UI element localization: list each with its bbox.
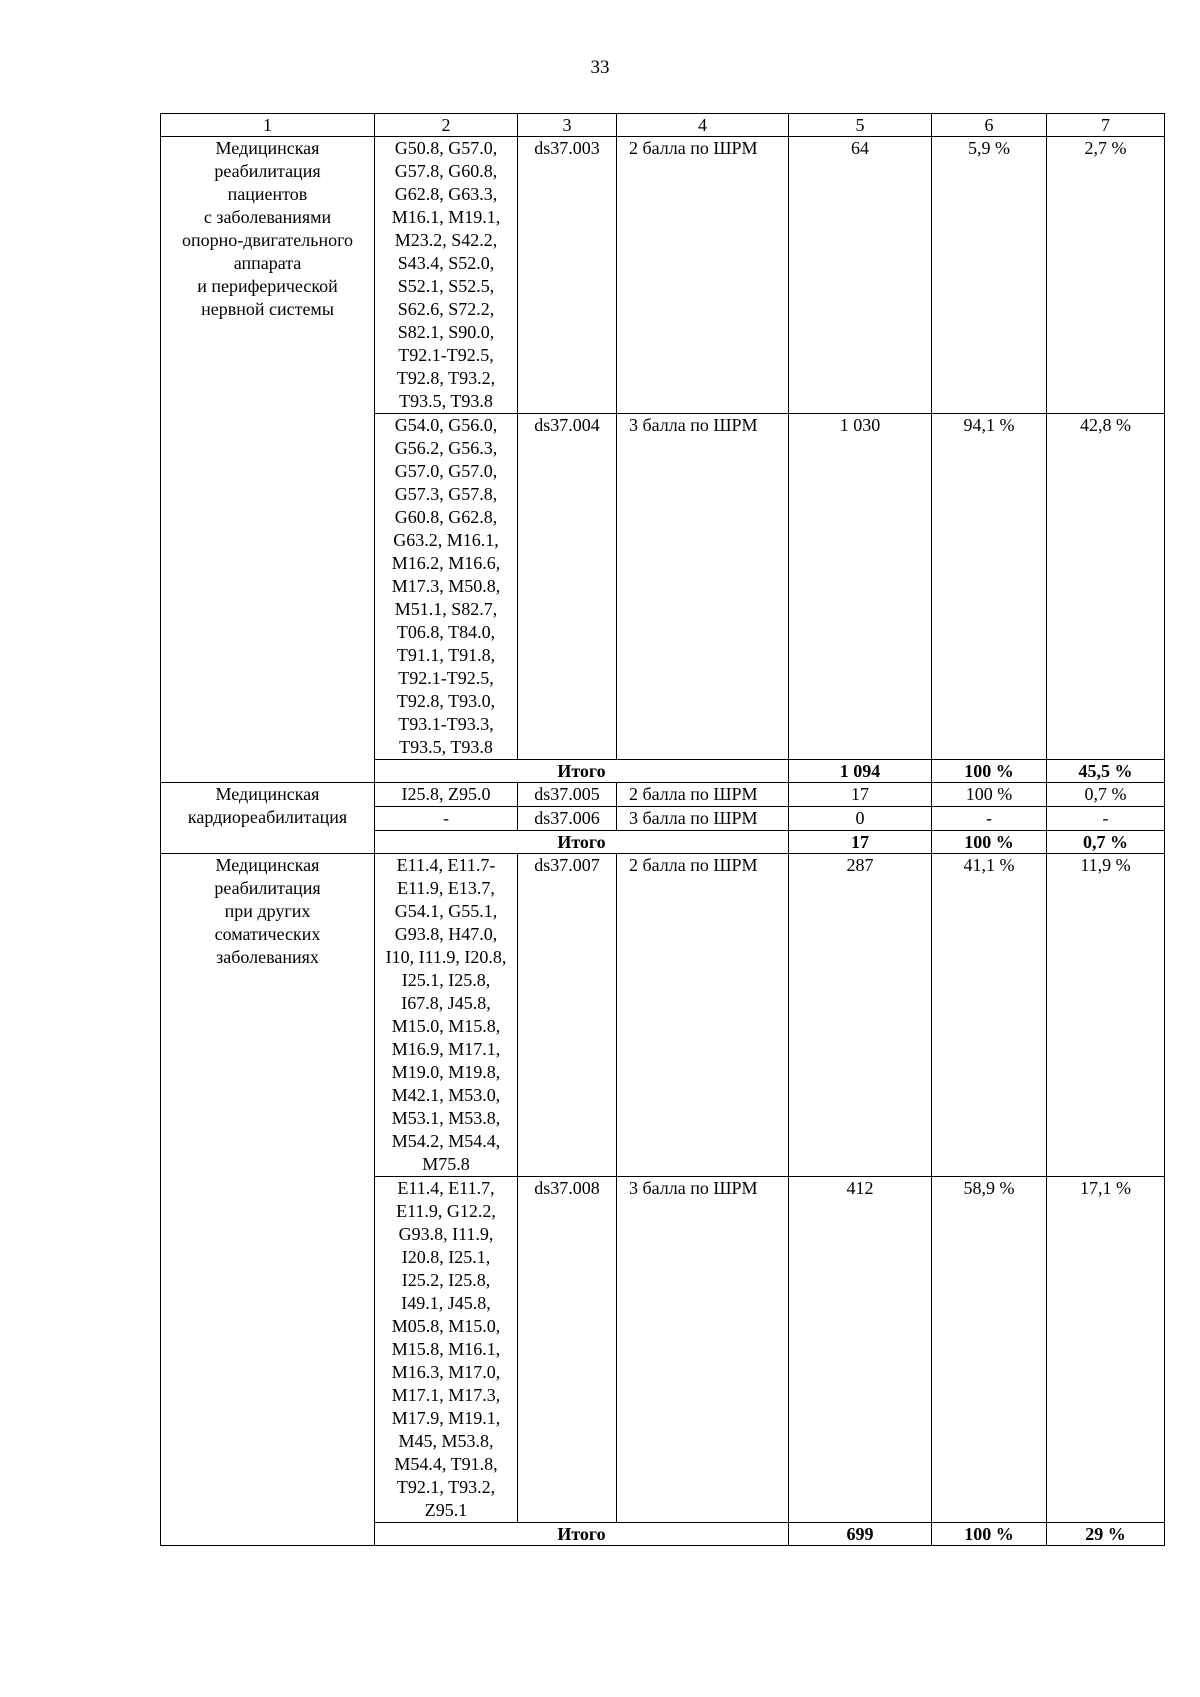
table-row (161, 137, 1165, 414)
total-share: 45,5 % (1047, 760, 1165, 783)
total-share: 2,7 % (1047, 137, 1165, 414)
column-number-row (161, 114, 1165, 137)
score-text: 2 балла по ШРМ (617, 137, 789, 414)
total-share: 29 % (1047, 1523, 1165, 1546)
score-text: 2 балла по ШРМ (617, 854, 789, 1177)
case-count: 64 (789, 137, 932, 414)
group-name: Медицинская кардиореабилитация (161, 783, 375, 854)
diagnosis-codes: G54.0, G56.0, G56.2, G56.3, G57.0, G57.0, G57.3, G57.8, G60.8, G62.8, G63.2, M16.1, M16.2, M16.6, M17.3, M50.8, M51.1, S82.7, T06.8, T84.0, T91.1, T91.8, T92.1-T92.5, T92.8, T93.0, T93.1-T93.3, T93.5, T93.8 (375, 414, 518, 760)
diagnosis-codes: I25.8, Z95.0 (375, 783, 518, 807)
column-number: 5 (789, 114, 932, 137)
column-number: 7 (1047, 114, 1165, 137)
total-count: 1 094 (789, 760, 932, 783)
group-name: Медицинская реабилитация пациентов с заболеваниями опорно-двигательного аппарата и периферической нервной системы (161, 137, 375, 783)
diagnosis-codes: G50.8, G57.0, G57.8, G60.8, G62.8, G63.3, M16.1, M19.1, M23.2, S42.2, S43.4, S52.0, S52.1, S52.5, S62.6, S72.2, S82.1, S90.0, T92.1-T92.5, T92.8, T93.2, T93.5, T93.8 (375, 137, 518, 414)
column-number: 1 (161, 114, 375, 137)
case-count: 412 (789, 1177, 932, 1523)
total-share: - (1047, 807, 1165, 831)
ksg-code: ds37.003 (518, 137, 617, 414)
group-share: 41,1 % (932, 854, 1047, 1177)
group-share: 94,1 % (932, 414, 1047, 760)
score-text: 3 балла по ШРМ (617, 414, 789, 760)
total-share: 0,7 % (1047, 783, 1165, 807)
ksg-code: ds37.004 (518, 414, 617, 760)
column-number: 3 (518, 114, 617, 137)
ksg-code: ds37.005 (518, 783, 617, 807)
column-number: 2 (375, 114, 518, 137)
case-count: 1 030 (789, 414, 932, 760)
total-share: 0,7 % (1047, 831, 1165, 854)
ksg-code: ds37.008 (518, 1177, 617, 1523)
total-share: 11,9 % (1047, 854, 1165, 1177)
total-group-share: 100 % (932, 760, 1047, 783)
rehabilitation-table (160, 113, 1165, 1546)
total-count: 699 (789, 1523, 932, 1546)
group-share: - (932, 807, 1047, 831)
score-text: 3 балла по ШРМ (617, 1177, 789, 1523)
total-group-share: 100 % (932, 1523, 1047, 1546)
diagnosis-codes: - (375, 807, 518, 831)
total-label: Итого (375, 760, 789, 783)
total-share: 42,8 % (1047, 414, 1165, 760)
case-count: 0 (789, 807, 932, 831)
column-number: 4 (617, 114, 789, 137)
ksg-code: ds37.006 (518, 807, 617, 831)
group-share: 5,9 % (932, 137, 1047, 414)
total-label: Итого (375, 831, 789, 854)
table-row (161, 854, 1165, 1177)
total-group-share: 100 % (932, 831, 1047, 854)
group-name: Медицинская реабилитация при других соматических заболеваниях (161, 854, 375, 1546)
diagnosis-codes: E11.4, E11.7, E11.9, G12.2, G93.8, I11.9, I20.8, I25.1, I25.2, I25.8, I49.1, J45.8, M05.8, M15.0, M15.8, M16.1, M16.3, M17.0, M17.1, M17.3, M17.9, M19.1, M45, M53.8, M54.4, T91.8, T92.1, T93.2, Z95.1 (375, 1177, 518, 1523)
score-text: 3 балла по ШРМ (617, 807, 789, 831)
group-share: 58,9 % (932, 1177, 1047, 1523)
case-count: 17 (789, 783, 932, 807)
case-count: 287 (789, 854, 932, 1177)
column-number: 6 (932, 114, 1047, 137)
diagnosis-codes: E11.4, E11.7- E11.9, E13.7, G54.1, G55.1, G93.8, H47.0, I10, I11.9, I20.8, I25.1, I25.8, I67.8, J45.8, M15.0, M15.8, M16.9, M17.1, M19.0, M19.8, M42.1, M53.0, M53.1, M53.8, M54.2, M54.4, M75.8 (375, 854, 518, 1177)
score-text: 2 балла по ШРМ (617, 783, 789, 807)
table-row (161, 783, 1165, 807)
total-count: 17 (789, 831, 932, 854)
total-label: Итого (375, 1523, 789, 1546)
ksg-code: ds37.007 (518, 854, 617, 1177)
page-number: 33 (590, 57, 610, 78)
group-share: 100 % (932, 783, 1047, 807)
total-share: 17,1 % (1047, 1177, 1165, 1523)
